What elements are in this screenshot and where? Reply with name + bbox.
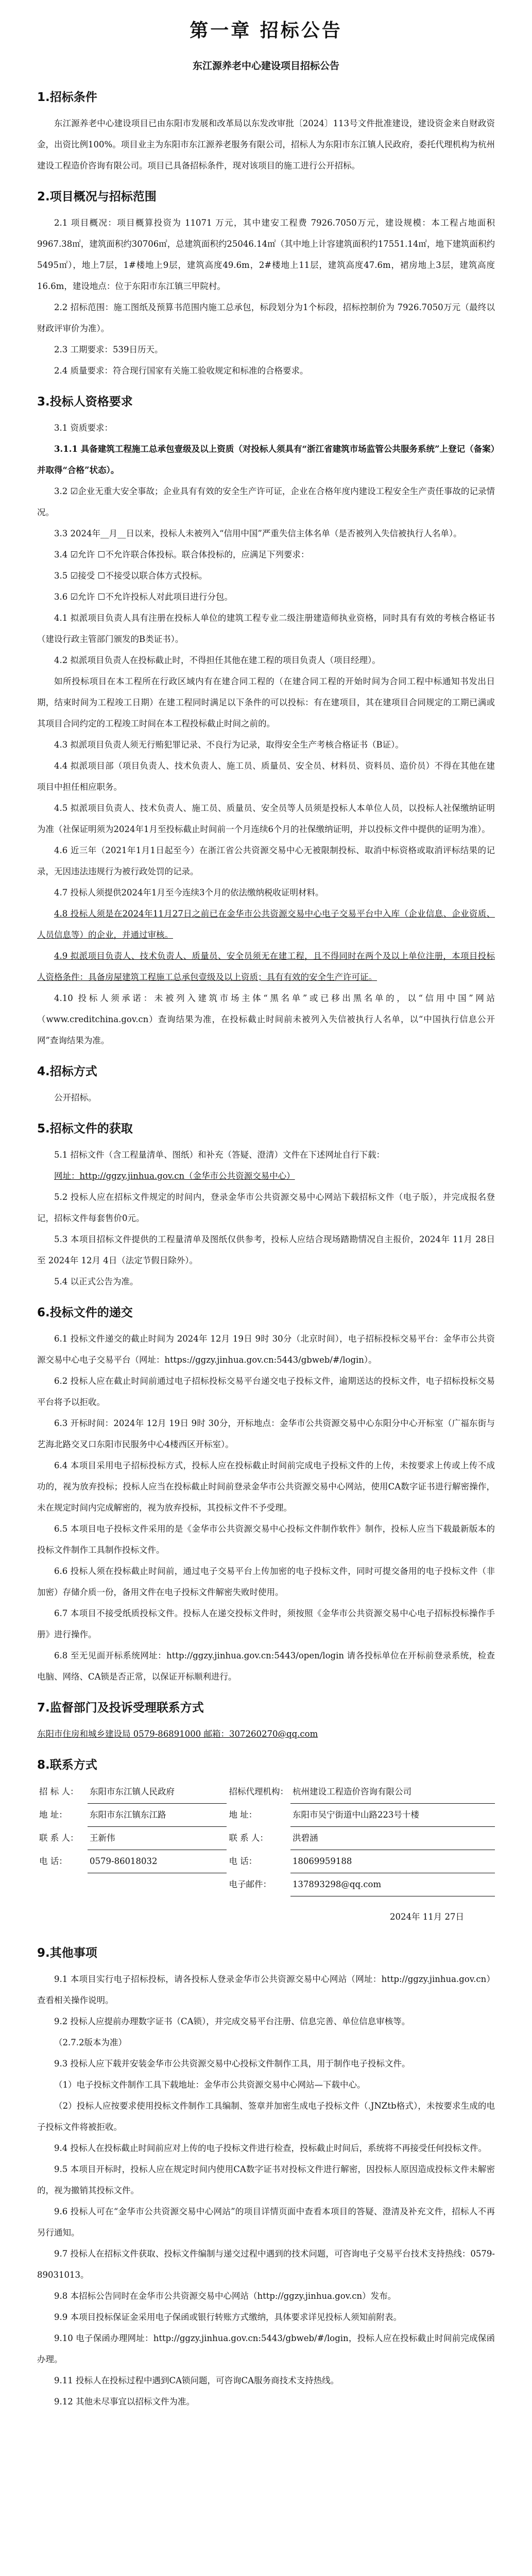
contact-label: 联 系 人： [39, 1833, 79, 1843]
tenderer-name: 东阳市东江镇人民政府 [88, 1781, 227, 1804]
tenderer-label: 招 标 人： [39, 1787, 79, 1797]
email-label-empty [37, 1873, 88, 1896]
notice-date: 2024年 11月 27日 [390, 1912, 464, 1922]
other-item: 9.1 本项目实行电子招标投标，请各投标人登录金华市公共资源交易中心网站（网址：http://ggzy.jinhua.gov.cn）查看相关操作说明。 [37, 1974, 495, 2005]
download-period: 5.3 本项目招标文件提供的工程量清单及图纸仅供参考，投标人应结合现场踏勘情况自主报价，2024年 11月 28日 至 2024年 12月 4日（法定节假日除外）。 [37, 1234, 495, 1265]
project-team-rule: 4.4 拟派项目部（项目负责人、技术负责人、施工员、质量员、安全员、材料员、资料员、造价员）不得在其他在建项目中担任相应职务。 [37, 761, 495, 792]
credit-requirement: 3.3 2024年__月__日以来，投标人未被列入“信用中国”严重失信主体名单（是否被列入失信被执行人名单）。 [54, 529, 462, 538]
other-item: （2.7.2版本为准） [54, 2038, 127, 2047]
other-item: 9.8 本招标公告同时在金华市公共资源交易中心网站（http://ggzy.jinhua.gov.cn）发布。 [54, 2291, 397, 2301]
other-item: （1）电子投标文件制作工具下载地址：金华市公共资源交易中心网站—下载中心。 [54, 2080, 366, 2090]
tax-proof-rule: 4.7 投标人须提供2024年1月至今连续3个月的依法缴纳税收证明材料。 [54, 888, 324, 897]
notice-basis: 5.4 以正式公告为准。 [54, 1277, 139, 1286]
agent-address: 东阳市吴宁街道中山路223号十楼 [290, 1804, 495, 1827]
document-content [37, 15, 495, 2412]
section-3-heading: 3.投标人资格要求 [37, 395, 133, 409]
tenderer-address: 东阳市东江镇东江路 [88, 1804, 227, 1827]
section-2-heading: 2.项目概况与招标范围 [37, 190, 157, 204]
agent-phone: 18069959188 [290, 1850, 495, 1873]
tenderer-contact: 王新伟 [88, 1827, 227, 1850]
section-6-heading: 6.投标文件的递交 [37, 1306, 133, 1319]
contact-row [37, 1873, 495, 1896]
opening-time-place: 6.3 开标时间：2024年 12月 19日 9时 30分，开标地点：金华市公共资源交易中心东阳分中心开标室（广福东街与艺海北路交叉口东阳市民服务中心4楼西区开标室）。 [37, 1418, 495, 1449]
remote-opening-system: 6.8 至无见面开标系统网址：http://ggzy.jinhua.gov.cn:5443/open/login 请各投标单位在开标前登录系统，检查电脑、网络、CA锁是否正常，以保证开标顺利进行。 [37, 1651, 495, 1682]
late-submission: 6.2 投标人应在截止时间前通过电子招标投标交易平台递交电子投标文件，逾期送达的投标文件，电子招标投标交易平台将予以拒收。 [37, 1376, 495, 1407]
other-item: 9.4 投标人在投标截止时间前应对上传的电子投标文件进行检查，投标截止时间后，系统将不再接受任何投标文件。 [54, 2143, 487, 2153]
construction-period: 2.3 工期要求：539日历天。 [54, 345, 163, 354]
other-item: 9.2 投标人应提前办理数字证书（CA锁），并完成交易平台注册、信息完善、单位信息审核等。 [54, 2016, 410, 2026]
supervision-contact: 东阳市住房和城乡建设局 0579-86891000 邮箱：307260270@qq.com [37, 1729, 318, 1739]
tender-method: 公开招标。 [54, 1093, 97, 1103]
agent-contact: 洪碧涵 [290, 1827, 495, 1850]
qualification-requirement: 3.1.1 具备建筑工程施工总承包壹级及以上资质（对投标人须具有“浙江省建筑市场监管公共服务系统”上登记（备案）并取得“合格”状态）。 [37, 444, 495, 475]
email-label: 电子邮件： [229, 1879, 271, 1889]
notice-title: 东江源养老中心建设项目招标公告 [192, 60, 339, 72]
submission-deadline: 6.1 投标文件递交的截止时间为 2024年 12月 19日 9时 30分（北京时间），电子招标投标交易平台：金华市公共资源交易中心电子交易平台（网址：https://ggzy.jinhua.gov.cn:5443/gbweb/#/login）。 [37, 1334, 495, 1365]
contact-label: 联 系 人： [229, 1833, 268, 1843]
chapter-title: 第一章 招标公告 [190, 20, 342, 41]
section-1-heading: 1.招标条件 [37, 91, 97, 104]
contact-row [37, 1850, 495, 1873]
no-restriction-record: 4.6 近三年（2021年1月1日起至今）在浙江省公共资源交易中心无被限制投标、取消中标资格或取消评标结果的记录，无因违法违规行为被行政处罚的记录。 [37, 845, 495, 876]
section-5-heading: 5.招标文件的获取 [37, 1122, 133, 1136]
blacklist-rule: 4.10 投标人须承诺：未被列入建筑市场主体“黑名单”或已移出黑名单的，以“信用中国”网站（www.creditchina.gov.cn）查询结果为准，在投标截止时间前未被列入失信被执行人名单，以“中国执行信息公开网”查询结果为准。 [37, 993, 495, 1045]
electronic-bid-rule: 6.4 本项目采用电子招标投标方式，投标人应在投标截止时间前完成电子投标文件的上传，未按要求上传或上传不成功的，视为放弃投标；投标人应当在投标截止时间前登录金华市公共资源交易中心网站，使用CA数字证书进行解密操作，未在规定时间内完成解密的，视为放弃投标，其投标文件不予受理。 [37, 1461, 495, 1513]
pm-record: 4.3 拟派项目负责人须无行贿犯罪记录、不良行为记录，取得安全生产考核合格证书（B证）。 [54, 740, 404, 750]
other-item: 9.12 其他未尽事宜以招标文件为准。 [54, 2397, 195, 2406]
consortium-option: 3.4 ☑允许 ☐不允许联合体投标。联合体投标的，应满足下列要求： [54, 550, 310, 560]
tender-scope: 2.2 招标范围：施工图纸及预算书范围内施工总承包，标段划分为1个标段，招标控制价为 7926.7050万元（最终以财政评审价为准）。 [37, 302, 495, 333]
bid-software: 6.5 本项目电子投标文件采用的是《金华市公共资源交易中心投标文件制作软件》制作，投标人应当下载最新版本的投标文件制作工具制作投标文件。 [37, 1524, 495, 1555]
other-item: 9.10 电子保函办理网址：http://ggzy.jinhua.gov.cn:5443/gbweb/#/login，投标人应在投标截止时间前完成保函办理。 [37, 2333, 495, 2364]
other-item: 9.9 本项目投标保证金采用电子保函或银行转账方式缴纳，具体要求详见投标人须知前附表。 [54, 2312, 402, 2322]
document-download: 5.1 招标文件（含工程量清单、图纸）和补充（答疑、澄清）文件在下述网址自行下载： [54, 1150, 385, 1160]
download-url[interactable]: 网址：http://ggzy.jinhua.gov.cn（金华市公共资源交易中心） [54, 1171, 295, 1181]
pm-no-other-project: 4.2 拟派项目负责人在投标截止时，不得担任其他在建工程的项目负责人（项目经理）。 [54, 655, 381, 665]
other-item: 9.11 投标人在投标过程中遇到CA锁问题，可咨询CA服务商技术支持热线。 [54, 2376, 339, 2385]
no-paper-bids: 6.7 本项目不接受纸质投标文件。投标人在递交投标文件时，须按照《金华市公共资源交易中心电子招标投标操作手册》进行操作。 [37, 1608, 495, 1639]
agent-email[interactable]: 137893298@qq.com [290, 1873, 495, 1896]
section-9-heading: 9.其他事项 [37, 1946, 97, 1960]
project-overview: 2.1 项目概况：项目概算投资为 11071 万元，其中建安工程费 7926.7050万元，建设规模：本工程占地面积9967.38㎡，建筑面积约30706㎡，总建筑面积约25046.14㎡（其中地上计容建筑面积约17551.14㎡，地下建筑面积约5495㎡），地上7层，1#楼地上9层，建筑高度49.6m，2#楼地上11层，建筑高度47.6m，裙房地上3层，建筑高度16.6m，建设地点：位于东阳市东江镇三甲院村。 [37, 218, 495, 291]
quality-requirement: 2.4 质量要求：符合现行国家有关施工验收规定和标准的合格要求。 [54, 366, 308, 376]
safety-requirement: 3.2 ☑企业无重大安全事故；企业具有有效的安全生产许可证，企业在合格年度内建设工程安全生产责任事故的记录情况。 [37, 486, 495, 517]
social-security-rule: 4.5 拟派项目负责人、技术负责人、施工员、质量员、安全员等人员须是投标人本单位人员，以投标人社保缴纳证明为准（社保证明须为2024年1月至投标截止时间前一个月连续6个月的社保缴纳证明，并以投标文件中提供的证明为准）。 [37, 803, 495, 834]
contact-row [37, 1781, 495, 1804]
section-4-heading: 4.招标方式 [37, 1065, 97, 1078]
other-item: （2）投标人应按要求使用投标文件制作工具编制、签章并加密生成电子投标文件（.JNZtb格式），未按要求生成的电子投标文件将被拒收。 [37, 2101, 495, 2132]
backup-file-rule: 6.6 投标人须在投标截止时间前，通过电子交易平台上传加密的电子投标文件，同时可提交备用的电子投标文件（非加密）存储介质一份，备用文件在电子投标文件解密失败时使用。 [37, 1566, 495, 1597]
other-item: 9.3 投标人应下载并安装金华市公共资源交易中心投标文件制作工具，用于制作电子投标文件。 [54, 2059, 410, 2069]
pm-ongoing-project-rule: 如所投标项目在本工程所在行政区域内有在建合同工程的（在建合同工程的开始时间为合同工程中标通知书发出日期，结束时间为工程竣工日期）在建工程同时满足以下条件的可以投标：有在建项目，其在建项目合同规定的工期已满或其项目合同约定的工程竣工时间在本工程投标截止时间之前的。 [37, 676, 495, 728]
subcontract-option: 3.6 ☑允许 ☐不允许投标人对此项目进行分包。 [54, 592, 233, 602]
agent-name: 杭州建设工程造价咨询有限公司 [290, 1781, 495, 1804]
other-item: 9.7 投标人在招标文件获取、投标文件编制与递交过程中遇到的技术问题，可咨询电子交易平台技术支持热线：0579-89031013。 [37, 2249, 495, 2280]
platform-registration-rule: 4.8 投标人须是在2024年11月27日之前已在金华市公共资源交易中心电子交易平台中入库（企业信息、企业资质、人员信息等）的企业，并通过审核。 [37, 909, 495, 940]
other-item: 9.6 投标人可在“金华市公共资源交易中心网站”的项目详情页面中查看本项目的答疑、澄清及补充文件，招标人不再另行通知。 [37, 2207, 495, 2238]
address-label: 地 址： [229, 1809, 258, 1820]
consortium-accept: 3.5 ☑接受 ☐不接受以联合体方式投标。 [54, 571, 208, 581]
phone-label: 电 话： [229, 1856, 258, 1866]
agent-label: 招标代理机构： [229, 1787, 288, 1797]
section-7-heading: 7.监督部门及投诉受理联系方式 [37, 1701, 204, 1715]
qualification-label: 3.1 资质要求： [54, 423, 113, 433]
contact-row [37, 1827, 495, 1850]
personnel-rule: 4.9 拟派项目负责人、技术负责人、质量员、安全员须无在建工程，且不得同时在两个及以上单位注册，本项目投标人资格条件：具备房屋建筑工程施工总承包壹级及以上资质；具有有效的安全生产许可证。 [37, 951, 495, 982]
empty-cell [88, 1873, 227, 1896]
other-item: 9.5 本项目开标时，投标人应在规定时间内使用CA数字证书对投标文件进行解密，因投标人原因造成投标文件未解密的，视为撤销其投标文件。 [37, 2164, 495, 2195]
section-1-text: 东江源养老中心建设项目已由东阳市发展和改革局以东发改审批〔2024〕113号文件批准建设，建设资金来自财政资金，出资比例100%。项目业主为东阳市东江源养老服务有限公司，招标人为东阳市东江镇人民政府，委托代理机构为杭州建设工程造价咨询有限公司。项目已具备招标条件，现对该项目的施工进行公开招标。 [37, 118, 495, 171]
pm-qualification: 4.1 拟派项目负责人具有注册在投标人单位的建筑工程专业二级注册建造师执业资格，同时具有有效的考核合格证书（建设行政主管部门颁发的B类证书）。 [37, 613, 495, 644]
tenderer-phone: 0579-86018032 [88, 1850, 227, 1873]
contact-row [37, 1804, 495, 1827]
contact-table [37, 1781, 495, 1896]
address-label: 地 址： [39, 1809, 67, 1820]
section-8-heading: 8.联系方式 [37, 1758, 97, 1772]
document-price: 5.2 投标人应在招标文件规定的时间内，登录金华市公共资源交易中心网站下载招标文件（电子版），并完成报名登记，招标文件每套售价0元。 [37, 1192, 495, 1223]
phone-label: 电 话： [39, 1856, 67, 1866]
